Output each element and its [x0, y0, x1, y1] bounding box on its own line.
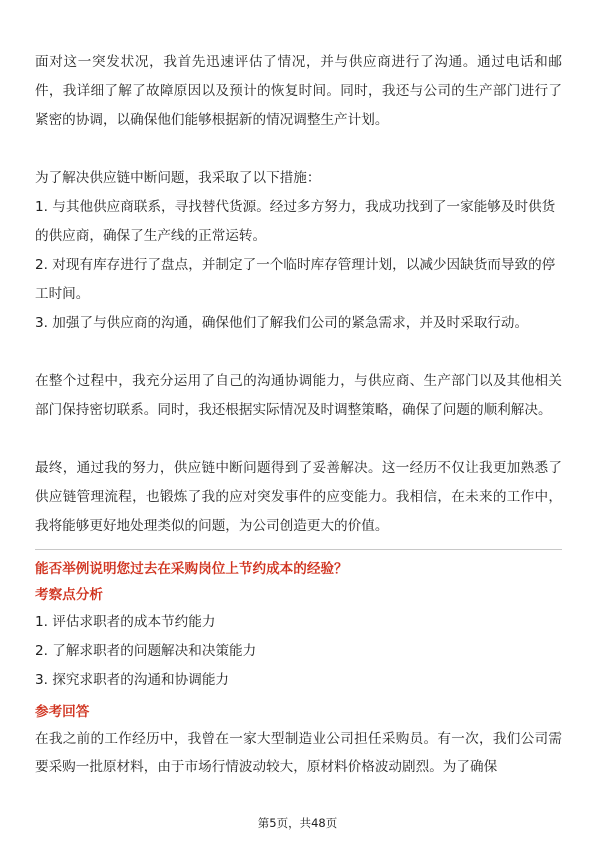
paragraph-gap: [35, 135, 562, 164]
analysis-point-2: 2. 了解求职者的问题解决和决策能力: [35, 643, 257, 659]
measure-item-2: 2. 对现有库存进行了盘点，并制定了一个临时库存管理计划，以减少因缺货而导致的停工时间。: [35, 257, 556, 302]
analysis-label: 考察点分析: [35, 587, 103, 603]
section-divider: [35, 549, 562, 550]
measures-intro: 为了解决供应链中断问题，我采取了以下措施：: [35, 170, 321, 186]
measure-item-3: 3. 加强了与供应商的沟通，确保他们了解我们公司的紧急需求，并及时采取行动。: [35, 315, 529, 331]
analysis-point-1: 1. 评估求职者的成本节约能力: [35, 614, 216, 630]
paragraph-gap: [35, 338, 562, 367]
question-title: 能否举例说明您过去在采购岗位上节约成本的经验？: [35, 561, 348, 577]
paragraph-coordination: 在整个过程中，我充分运用了自己的沟通协调能力，与供应商、生产部门以及其他相关部门保持密切联系。同时，我还根据实际情况及时调整策略，确保了问题的顺利解决。: [35, 373, 562, 418]
measure-item-1: 1. 与其他供应商联系，寻找替代货源。经过多方努力，我成功找到了一家能够及时供货的供应商，确保了生产线的正常运转。: [35, 199, 556, 244]
page-footer: 第5页，共48页: [257, 816, 338, 830]
paragraph-gap: [35, 425, 562, 454]
answer-text: 在我之前的工作经历中，我曾在一家大型制造业公司担任采购员。有一次，我们公司需要采购一批原材料，由于市场行情波动较大，原材料价格波动剧烈。为了确保: [35, 731, 562, 775]
paragraph-conclusion: 最终，通过我的努力，供应链中断问题得到了妥善解决。这一经历不仅让我更加熟悉了供应链管理流程，也锻炼了我的应对突发事件的应变能力。我相信，在未来的工作中，我将能够更好地处理类似的问题，为公司创造更大的价值。: [35, 460, 562, 534]
paragraph-response-actions: 面对这一突发状况，我首先迅速评估了情况，并与供应商进行了沟通。通过电话和邮件，我详细了解了故障原因以及预计的恢复时间。同时，我还与公司的生产部门进行了紧密的协调，以确保他们能够根据新的情况调整生产计划。: [35, 54, 562, 128]
answer-label: 参考回答: [35, 704, 90, 720]
page-content: [35, 48, 562, 781]
analysis-point-3: 3. 探究求职者的沟通和协调能力: [35, 672, 230, 688]
